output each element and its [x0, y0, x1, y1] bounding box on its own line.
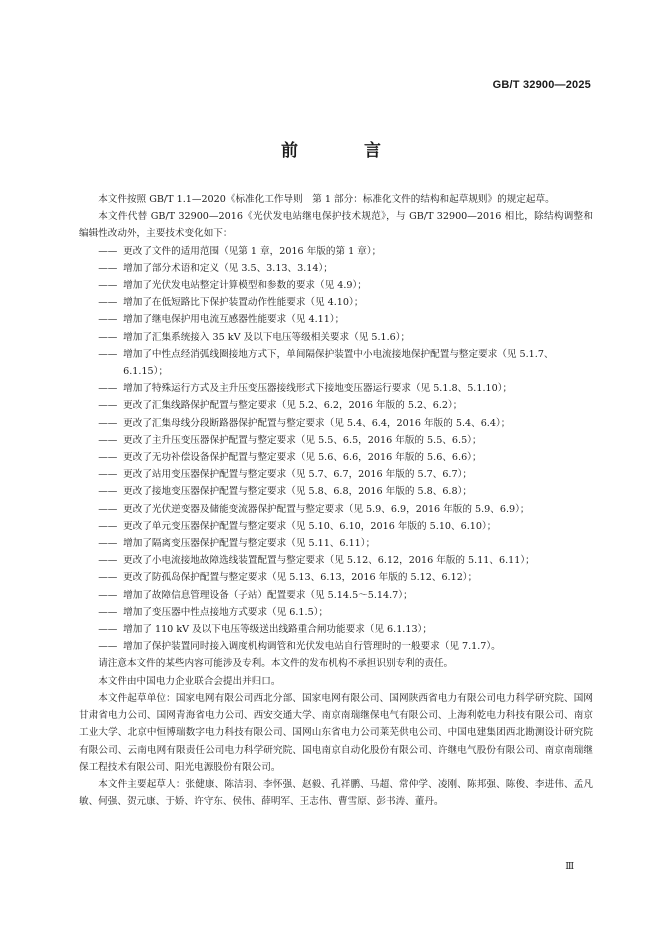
list-dash: ——: [98, 606, 118, 618]
list-item: —— 增加了保护装置同时接入调度机构调管和光伏发电站自行管理时的一般要求（见 7.1.7）。: [98, 638, 593, 655]
list-item: —— 增加了汇集系统接入 35 kV 及以下电压等级相关要求（见 5.1.6）；: [98, 329, 593, 346]
list-dash: ——: [98, 469, 118, 481]
list-dash: ——: [98, 348, 118, 360]
list-item: —— 更改了接地变压器保护配置与整定要求（见 5.8、6.8，2016 年版的 5.8、6.8）；: [98, 483, 593, 500]
list-item: —— 增加了光伏发电站整定计算模型和参数的要求（见 4.9）；: [98, 277, 593, 294]
paragraph-drafters: 本文件主要起草人：张健康、陈洁羽、李怀强、赵毅、孔祥鹏、马超、常仲学、凌刚、陈邦强、陈俊、李进伟、孟凡敏、何强、贺元康、于娇、许守东、侯伟、薛明军、王志伟、曹雪原、彭书涛、董丹。: [79, 778, 593, 808]
list-item: —— 更改了防孤岛保护配置与整定要求（见 5.13、6.13，2016 年版的 5.12、6.12）；: [98, 569, 593, 586]
page-title: 前 言: [281, 141, 411, 161]
list-dash: ——: [98, 452, 118, 464]
list-dash: ——: [98, 314, 118, 326]
list-dash: ——: [98, 434, 118, 446]
list-item: —— 增加了隔离变压器保护配置与整定要求（见 5.11、6.11）；: [98, 535, 593, 552]
list-item: —— 更改了无功补偿设备保护配置与整定要求（见 5.6、6.6，2016 年版的 5.6、6.6）；: [98, 449, 593, 466]
paragraph-replacement: 本文件代替 GB/T 32900—2016《光伏发电站继电保护技术规范》，与 GB/T 32900—2016 相比，除结构调整和编辑性改动外，主要技术变化如下：: [79, 211, 593, 240]
page-number: Ⅲ: [565, 862, 574, 872]
list-item: —— 增加了在低短路比下保护装置动作性能要求（见 4.10）；: [98, 294, 593, 311]
list-dash: ——: [98, 624, 118, 636]
list-dash: ——: [98, 297, 118, 309]
list-dash: ——: [98, 486, 118, 498]
list-dash: ——: [98, 555, 118, 567]
document-code: GB/T 32900—2025: [492, 79, 591, 91]
list-item: —— 增加了特殊运行方式及主升压变压器接线形式下接地变压器运行要求（见 5.1.8、5.1.10）；: [98, 380, 593, 397]
list-dash: ——: [98, 589, 118, 601]
paragraph-drafting-units: 本文件起草单位：国家电网有限公司西北分部、国家电网有限公司、国网陕西省电力有限公司电力科学研究院、国网甘肃省电力公司、国网青海省电力公司、西安交通大学、南京南瑞继保电气有限公司、上海利乾电力科技有限公司、南京工业大学、北京中恒博瑞数字电力科技有限公司、国网山东省电力公司莱芜供电公司、中国电建集团西北勘测设计研究院有限公司、云南电网有限责任公司电力科学研究院、国电南京自动化股份有限公司、许继电气股份有限公司、南京南瑞继保工程技术有限公司、阳光电源股份有限公司。: [79, 692, 593, 773]
list-item: —— 更改了汇集母线分段断路器保护配置与整定要求（见 5.4、6.4，2016 年版的 5.4、6.4）；: [98, 415, 593, 432]
list-dash: ——: [98, 417, 118, 429]
list-item: —— 增加了 110 kV 及以下电压等级送出线路重合闸功能要求（见 6.1.13）；: [98, 621, 593, 638]
list-item: —— 增加了变压器中性点接地方式要求（见 6.1.5）；: [98, 604, 593, 621]
list-item: —— 增加了部分术语和定义（见 3.5、3.13、3.14）；: [98, 260, 593, 277]
list-dash: ——: [98, 280, 118, 292]
list-dash: ——: [98, 245, 118, 257]
list-item: —— 增加了中性点经消弧线圈接地方式下，单间隔保护装置中小电流接地保护配置与整定要求（见 5.1.7、6.1.15）；: [98, 346, 593, 380]
list-item: —— 更改了主升压变压器保护配置与整定要求（见 5.5、6.5，2016 年版的 5.5、6.5）；: [98, 432, 593, 449]
paragraph-proposer: 本文件由中国电力企业联合会提出并归口。: [98, 675, 281, 687]
list-dash: ——: [98, 538, 118, 550]
paragraph-drafting-rule: 本文件按照 GB/T 1.1—2020《标准化工作导则 第 1 部分：标准化文件的结构和起草规则》的规定起草。: [98, 194, 555, 205]
paragraph-patent-notice: 请注意本文件的某些内容可能涉及专利。本文件的发布机构不承担识别专利的责任。: [98, 658, 454, 670]
list-item: —— 更改了单元变压器保护配置与整定要求（见 5.10、6.10，2016 年版的 5.10、6.10）；: [98, 518, 593, 535]
list-dash: ——: [98, 262, 118, 274]
list-item: —— 更改了站用变压器保护配置与整定要求（见 5.7、6.7，2016 年版的 5.7、6.7）；: [98, 466, 593, 483]
list-dash: ——: [98, 572, 118, 584]
list-item: —— 更改了汇集线路保护配置与整定要求（见 5.2、6.2，2016 年版的 5.2、6.2）；: [98, 397, 593, 414]
list-item: —— 增加了继电保护用电流互感器性能要求（见 4.11）；: [98, 311, 593, 328]
list-dash: ——: [98, 520, 118, 532]
list-item: —— 更改了文件的适用范围（见第 1 章，2016 年版的第 1 章）；: [98, 243, 593, 260]
list-item: —— 更改了小电流接地故障选线装置配置与整定要求（见 5.12、6.12，2016 年版的 5.11、6.11）；: [98, 552, 593, 569]
list-dash: ——: [98, 641, 118, 653]
list-dash: ——: [98, 331, 118, 343]
list-dash: ——: [98, 400, 118, 412]
document-body: [79, 191, 593, 810]
change-list: [79, 243, 593, 656]
list-item: —— 更改了光伏逆变器及储能变流器保护配置与整定要求（见 5.9、6.9，2016 年版的 5.9、6.9）；: [98, 501, 593, 518]
list-item: —— 增加了故障信息管理设备（子站）配置要求（见 5.14.5～5.14.7）；: [98, 587, 593, 604]
list-dash: ——: [98, 503, 118, 515]
list-dash: ——: [98, 383, 118, 395]
